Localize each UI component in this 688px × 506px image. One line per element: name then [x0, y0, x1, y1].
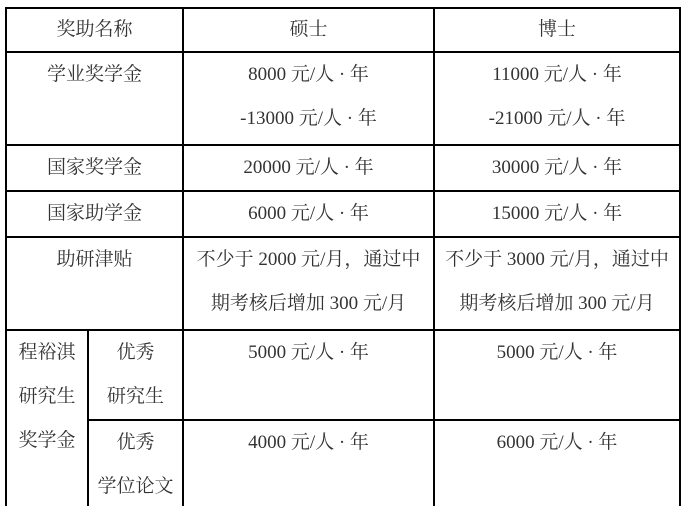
- group-label-line: 程裕淇: [18, 342, 76, 363]
- value-line: -21000 元/人 · 年: [488, 108, 626, 129]
- cell-outstanding-thesis-master-value: 4000 元/人 · 年: [183, 420, 434, 506]
- cell-research-stipend-doctor-value: [434, 237, 680, 330]
- sub-label-line: 优秀: [116, 432, 155, 453]
- row-label-national-grant: 国家助学金: [6, 191, 183, 237]
- cell-outstanding-graduate-doctor-value: 5000 元/人 · 年: [434, 330, 680, 420]
- value-line: 不少于 2000 元/月，通过中: [196, 249, 421, 270]
- value-line: 不少于 3000 元/月，通过中: [445, 249, 669, 270]
- sub-label-line: 研究生: [107, 386, 165, 407]
- table-row-chengyuqi-outstanding-graduate: [6, 330, 680, 420]
- sub-row-label-outstanding-thesis: [88, 420, 183, 506]
- table-row-national-grant: [6, 191, 680, 237]
- cell-outstanding-graduate-master-value: 5000 元/人 · 年: [183, 330, 434, 420]
- sub-label-line: 优秀: [116, 342, 155, 363]
- cell-national-scholarship-doctor-value: 30000 元/人 · 年: [434, 145, 680, 191]
- table-row-research-stipend: [6, 237, 680, 330]
- cell-academic-doctor-value: [434, 52, 680, 145]
- cell-national-grant-doctor-value: 15000 元/人 · 年: [434, 191, 680, 237]
- scholarship-table: [5, 7, 681, 506]
- cell-national-scholarship-master-value: 20000 元/人 · 年: [183, 145, 434, 191]
- row-label-national-scholarship: 国家奖学金: [6, 145, 183, 191]
- group-label-line: 奖学金: [18, 430, 76, 451]
- header-cell-doctor: 博士: [434, 8, 680, 52]
- row-label-research-stipend: 助研津贴: [6, 237, 183, 330]
- table-row-national-scholarship: [6, 145, 680, 191]
- cell-national-grant-master-value: 6000 元/人 · 年: [183, 191, 434, 237]
- value-line: 期考核后增加 300 元/月: [210, 293, 407, 314]
- value-line: 期考核后增加 300 元/月: [459, 293, 655, 314]
- cell-research-stipend-master-value: [183, 237, 434, 330]
- value-line: 8000 元/人 · 年: [248, 64, 369, 85]
- sub-row-label-outstanding-graduate: [88, 330, 183, 420]
- table-row-academic-scholarship: [6, 52, 680, 145]
- group-label-chengyuqi-scholarship: [6, 330, 88, 506]
- cell-outstanding-thesis-doctor-value: 6000 元/人 · 年: [434, 420, 680, 506]
- sub-label-line: 学位论文: [97, 476, 174, 497]
- table-header-row: [6, 8, 680, 52]
- cell-academic-master-value: [183, 52, 434, 145]
- header-cell-master: 硕士: [183, 8, 434, 52]
- row-label-academic-scholarship: 学业奖学金: [6, 52, 183, 145]
- value-line: 11000 元/人 · 年: [492, 64, 622, 85]
- header-cell-award-name: 奖助名称: [6, 8, 183, 52]
- table-row-chengyuqi-outstanding-thesis: [6, 420, 680, 506]
- group-label-line: 研究生: [18, 386, 76, 407]
- value-line: -13000 元/人 · 年: [240, 108, 377, 129]
